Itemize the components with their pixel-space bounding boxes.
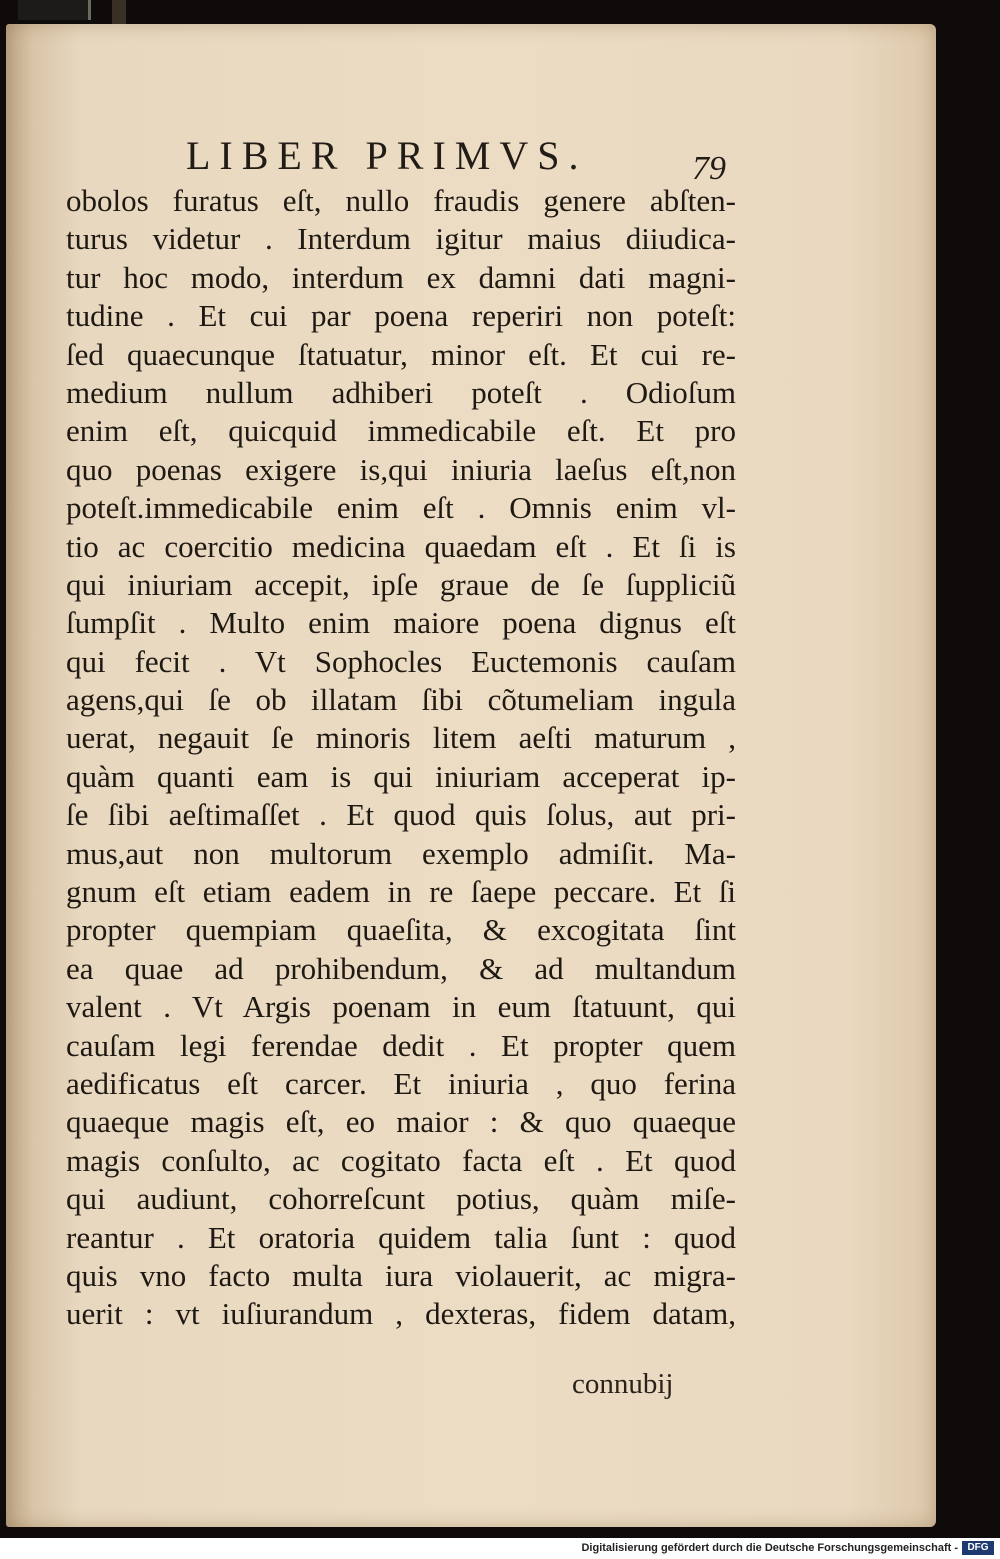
text-line: mus,aut non multorum exemplo admiſit. Ma- [66,835,736,871]
binding-edge [18,0,91,20]
text-line: ea quae ad prohibendum, & ad multandum [66,950,736,986]
text-line: qui iniuriam accepit, ipſe graue de ſe ſuppliciũ [66,566,736,602]
text-line: qui audiunt, cohorreſcunt potius, quàm miſe- [66,1181,736,1217]
book-page [6,24,936,1527]
text-line: cauſam legi ferendae dedit . Et propter quem [66,1027,736,1063]
text-line: ſe ſibi aeſtimaſſet . Et quod quis ſolus, aut pri- [66,797,736,833]
text-line: ſumpſit . Multo enim maiore poena dignus eſt [66,605,736,641]
text-line: ſed quaecunque ſtatuatur, minor eſt. Et cui re- [66,336,736,372]
catchword: connubij [572,1368,674,1400]
page-number: 79 [692,150,726,187]
text-line: turus videtur . Interdum igitur maius diiudica- [66,221,736,257]
text-line: valent . Vt Argis poenam in eum ſtatuunt, qui [66,989,736,1025]
text-line: quis vno facto multa iura violauerit, ac migra- [66,1257,736,1293]
text-line: quo poenas exigere is,qui iniuria laeſus eſt,non [66,451,736,487]
text-line: tur hoc modo, interdum ex damni dati magni- [66,259,736,295]
text-line: magis conſulto, ac cogitato facta eſt . Et quod [66,1142,736,1178]
text-line: poteſt.immedicabile enim eſt . Omnis enim vl- [66,490,736,526]
text-line: quàm quanti eam is qui iniuriam acceperat ip- [66,758,736,794]
text-line: propter quempiam quaeſita, & excogitata ſint [66,912,736,948]
dfg-logo: DFG [962,1541,994,1555]
text-line: uerat, negauit ſe minoris litem aeſti maturum , [66,720,736,756]
footer-bar [0,1538,1000,1559]
text-line: gnum eſt etiam eadem in re ſaepe peccare. Et ſi [66,874,736,910]
text-line: reantur . Et oratoria quidem talia ſunt : quod [66,1219,736,1255]
body-text [66,182,736,1334]
text-line: uerit : vt iuſiurandum , dexteras, fidem datam, [66,1296,736,1332]
text-line: enim eſt, quicquid immedicabile eſt. Et pro [66,413,736,449]
text-line: medium nullum adhiberi poteſt . Odioſum [66,374,736,410]
text-line: qui fecit . Vt Sophocles Euctemonis cauſam [66,643,736,679]
text-line: agens,qui ſe ob illatam ſibi cõtumeliam ingula [66,682,736,718]
text-line: tudine . Et cui par poena reperiri non poteſt: [66,298,736,334]
running-head: LIBER PRIMVS. [186,133,588,178]
text-line: obolos furatus eſt, nullo fraudis genere abſten- [66,183,736,218]
text-line: aedificatus eſt carcer. Et iniuria , quo ferina [66,1065,736,1101]
text-line: tio ac coercitio medicina quaedam eſt . Et ſi is [66,528,736,564]
funding-credit: Digitalisierung gefördert durch die Deutsche Forschungsgemeinschaft - [581,1542,958,1554]
text-line: quaeque magis eſt, eo maior : & quo quaeque [66,1104,736,1140]
binding-thread [112,0,126,24]
